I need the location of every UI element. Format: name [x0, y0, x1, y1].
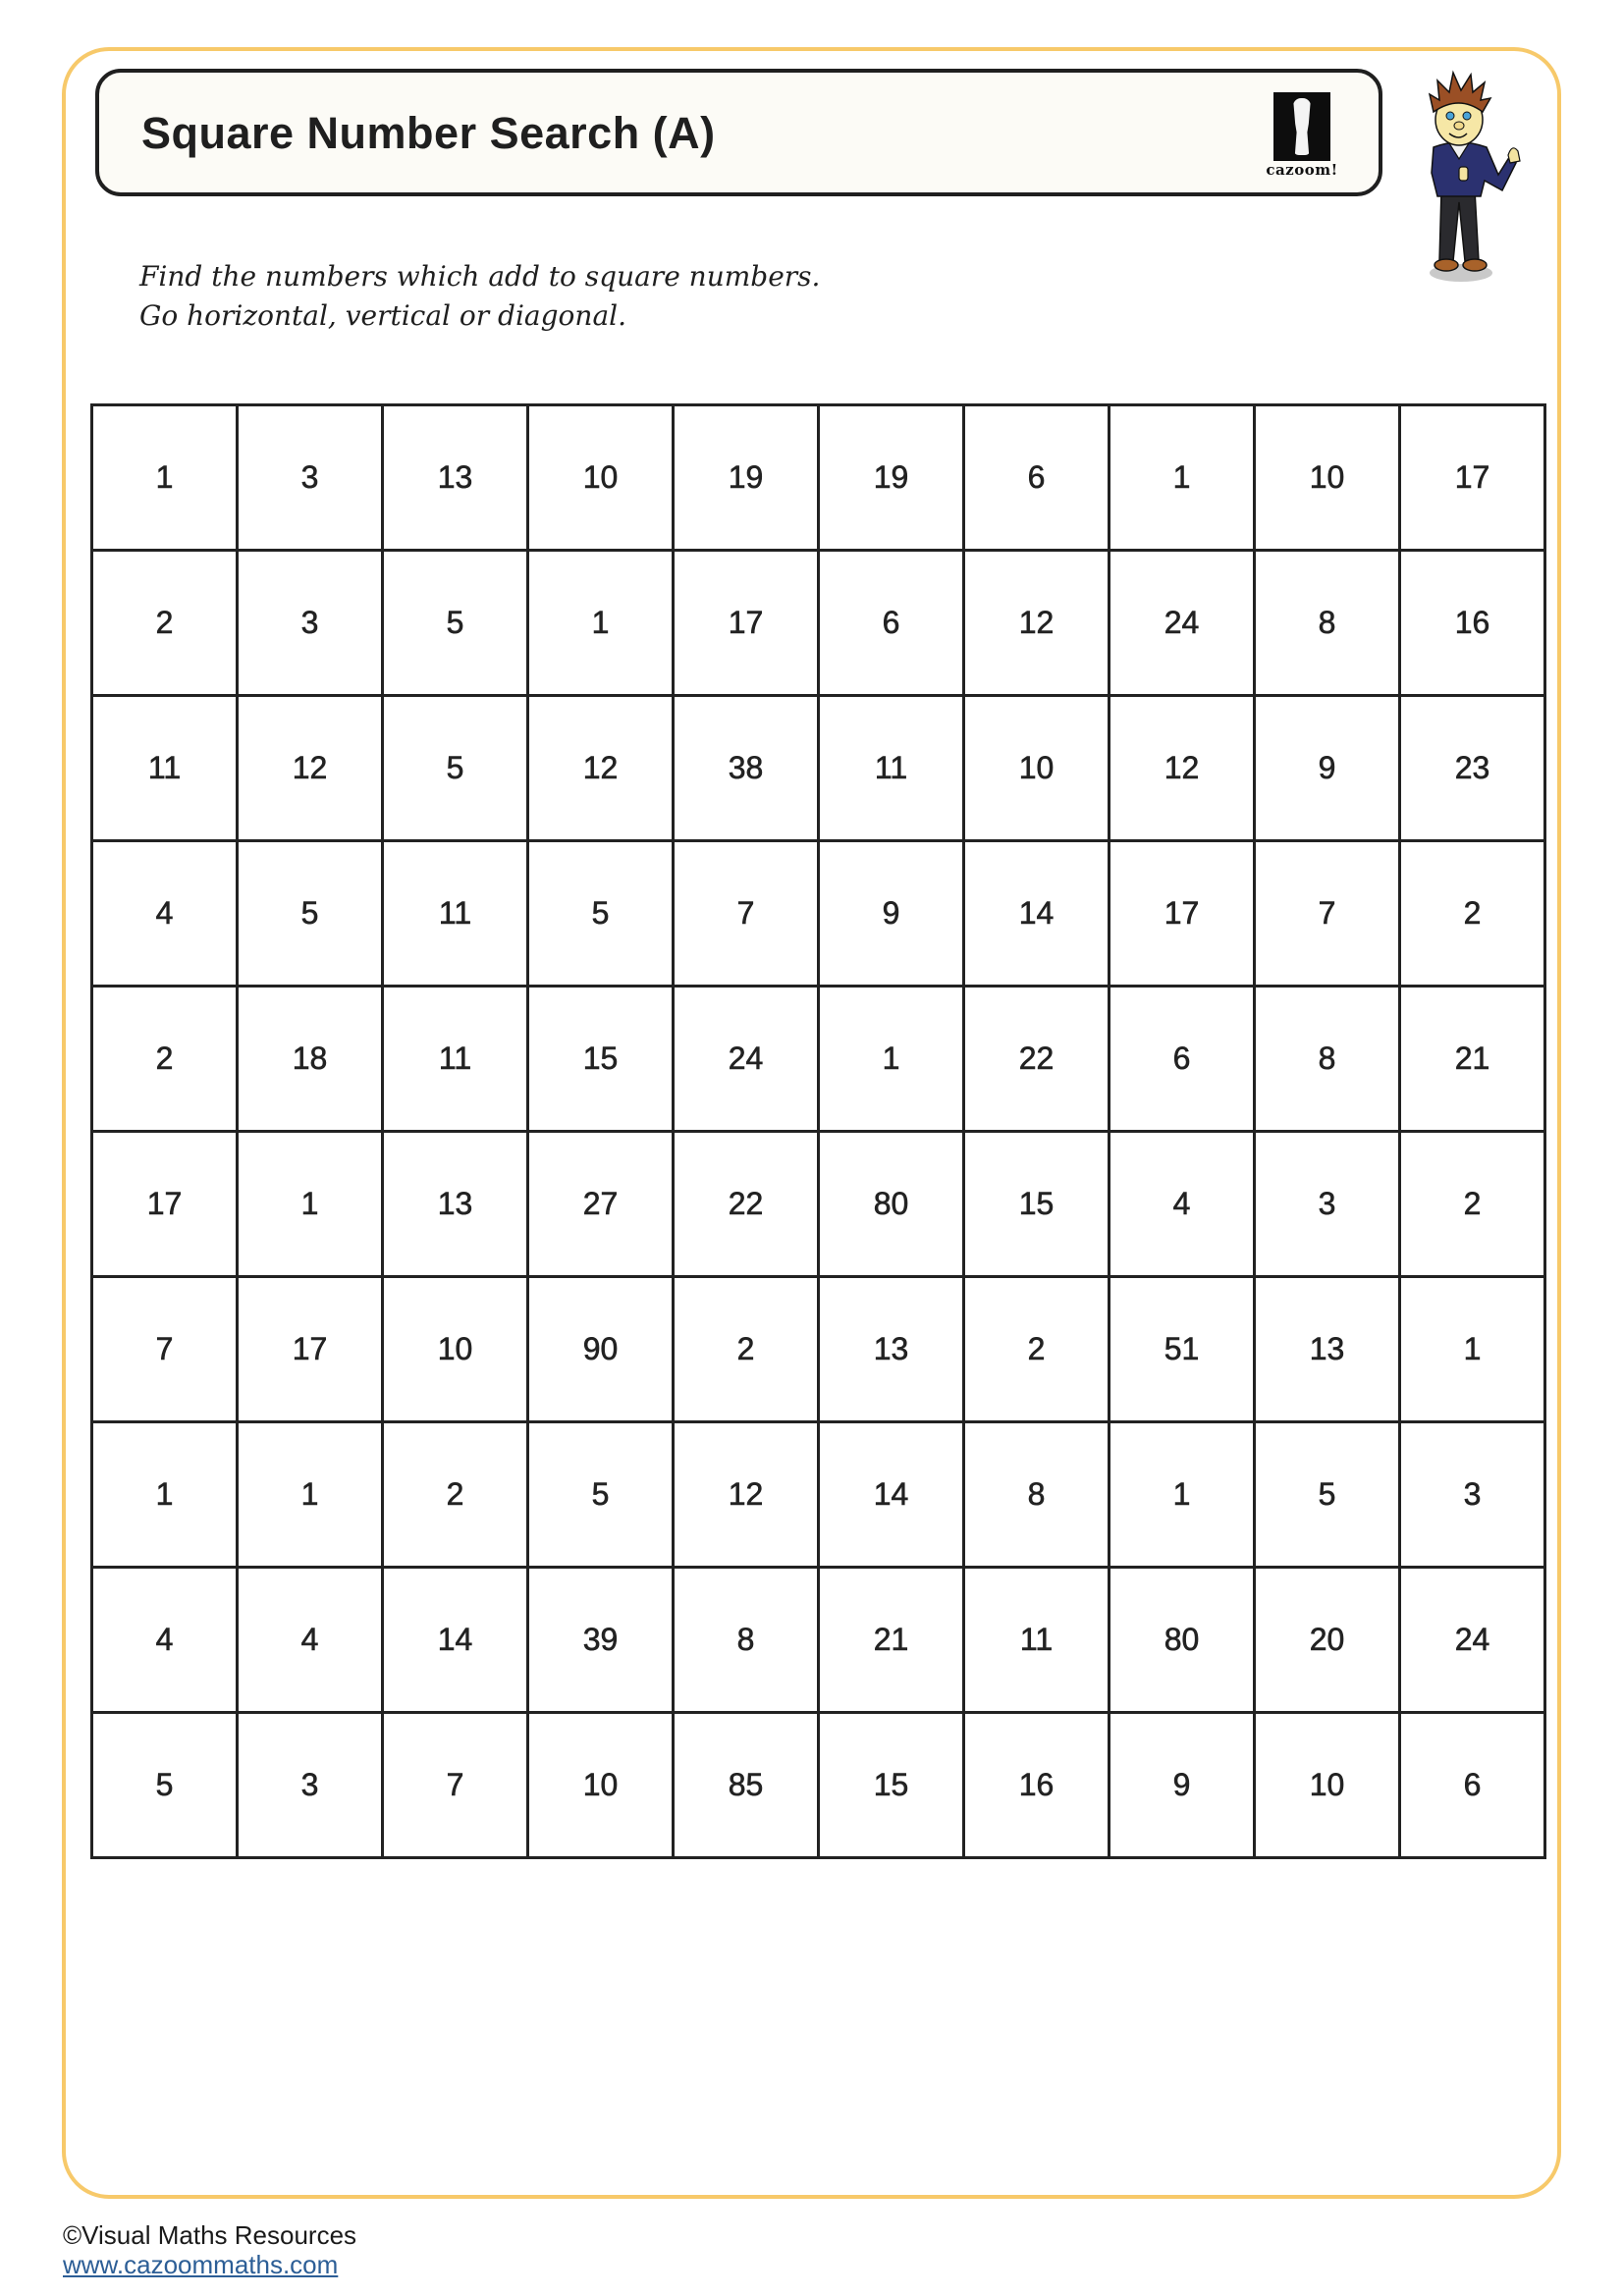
grid-cell[interactable]: 39: [528, 1568, 674, 1713]
grid-row: [92, 551, 1545, 696]
drum-icon: [1273, 92, 1330, 161]
grid-cell[interactable]: 4: [92, 841, 238, 987]
website-link[interactable]: www.cazoommaths.com: [63, 2250, 339, 2279]
grid-cell[interactable]: 5: [1255, 1422, 1400, 1568]
grid-cell[interactable]: 6: [964, 405, 1110, 551]
grid-cell[interactable]: 10: [1255, 405, 1400, 551]
grid-cell[interactable]: 12: [528, 696, 674, 841]
grid-cell[interactable]: 17: [674, 551, 819, 696]
grid-cell[interactable]: 11: [383, 987, 528, 1132]
grid-row: [92, 405, 1545, 551]
grid-cell[interactable]: 2: [92, 551, 238, 696]
grid-cell[interactable]: 1: [819, 987, 964, 1132]
grid-cell[interactable]: 13: [383, 1132, 528, 1277]
footer: [63, 2220, 356, 2279]
grid-cell[interactable]: 3: [238, 405, 383, 551]
grid-cell[interactable]: 2: [1400, 841, 1545, 987]
grid-cell[interactable]: 7: [674, 841, 819, 987]
instruction-line-1: Find the numbers which add to square numbers.: [139, 260, 821, 293]
grid-cell[interactable]: 11: [92, 696, 238, 841]
grid-cell[interactable]: 27: [528, 1132, 674, 1277]
grid-cell[interactable]: 24: [674, 987, 819, 1132]
grid-cell[interactable]: 13: [819, 1277, 964, 1422]
grid-cell[interactable]: 1: [92, 405, 238, 551]
grid-cell[interactable]: 15: [528, 987, 674, 1132]
grid-cell[interactable]: 11: [819, 696, 964, 841]
grid-row: [92, 1568, 1545, 1713]
grid-cell[interactable]: 3: [1400, 1422, 1545, 1568]
grid-cell[interactable]: 7: [92, 1277, 238, 1422]
grid-cell[interactable]: 19: [819, 405, 964, 551]
grid-row: [92, 1277, 1545, 1422]
grid-cell[interactable]: 9: [1255, 696, 1400, 841]
grid-cell[interactable]: 80: [819, 1132, 964, 1277]
grid-cell[interactable]: 5: [92, 1713, 238, 1858]
grid-cell[interactable]: 12: [964, 551, 1110, 696]
grid-cell[interactable]: 2: [1400, 1132, 1545, 1277]
grid-cell[interactable]: 3: [1255, 1132, 1400, 1277]
grid-cell[interactable]: 10: [1255, 1713, 1400, 1858]
instructions: [139, 257, 820, 336]
grid-cell[interactable]: 21: [1400, 987, 1545, 1132]
grid-row: [92, 1422, 1545, 1568]
grid-cell[interactable]: 17: [1400, 405, 1545, 551]
grid-cell[interactable]: 24: [1400, 1568, 1545, 1713]
grid-cell[interactable]: 15: [819, 1713, 964, 1858]
grid-cell[interactable]: 20: [1255, 1568, 1400, 1713]
grid-cell[interactable]: 9: [819, 841, 964, 987]
grid-cell[interactable]: 6: [1110, 987, 1255, 1132]
grid-cell[interactable]: 5: [383, 551, 528, 696]
grid-cell[interactable]: 12: [1110, 696, 1255, 841]
grid-cell[interactable]: 5: [383, 696, 528, 841]
grid-cell[interactable]: 4: [1110, 1132, 1255, 1277]
grid-cell[interactable]: 1: [1110, 1422, 1255, 1568]
grid-cell[interactable]: 16: [964, 1713, 1110, 1858]
grid-cell[interactable]: 22: [964, 987, 1110, 1132]
number-grid: [90, 403, 1546, 1859]
grid-cell[interactable]: 2: [383, 1422, 528, 1568]
grid-cell[interactable]: 11: [964, 1568, 1110, 1713]
grid-cell[interactable]: 12: [674, 1422, 819, 1568]
grid-cell[interactable]: 8: [1255, 551, 1400, 696]
title-box: [95, 69, 1382, 196]
grid-cell[interactable]: 13: [383, 405, 528, 551]
grid-cell[interactable]: 14: [819, 1422, 964, 1568]
grid-cell[interactable]: 14: [964, 841, 1110, 987]
grid-cell[interactable]: 10: [528, 405, 674, 551]
grid-row: [92, 1132, 1545, 1277]
grid-cell[interactable]: 38: [674, 696, 819, 841]
grid-cell[interactable]: 2: [674, 1277, 819, 1422]
grid-cell[interactable]: 15: [964, 1132, 1110, 1277]
grid-cell[interactable]: 8: [674, 1568, 819, 1713]
grid-cell[interactable]: 8: [1255, 987, 1400, 1132]
grid-cell[interactable]: 3: [238, 1713, 383, 1858]
grid-cell[interactable]: 10: [383, 1277, 528, 1422]
grid-cell[interactable]: 85: [674, 1713, 819, 1858]
grid-cell[interactable]: 80: [1110, 1568, 1255, 1713]
worksheet-title: Square Number Search (A): [141, 108, 716, 158]
grid-cell[interactable]: 17: [92, 1132, 238, 1277]
grid-cell[interactable]: 22: [674, 1132, 819, 1277]
grid-cell[interactable]: 17: [238, 1277, 383, 1422]
grid-cell[interactable]: 2: [92, 987, 238, 1132]
grid-cell[interactable]: 90: [528, 1277, 674, 1422]
grid-cell[interactable]: 9: [1110, 1713, 1255, 1858]
grid-row: [92, 987, 1545, 1132]
grid-cell[interactable]: 17: [1110, 841, 1255, 987]
grid-cell[interactable]: 7: [383, 1713, 528, 1858]
grid-cell[interactable]: 12: [238, 696, 383, 841]
mascot-illustration: [1404, 65, 1522, 285]
grid-cell[interactable]: 11: [383, 841, 528, 987]
grid-cell[interactable]: 8: [964, 1422, 1110, 1568]
grid-cell[interactable]: 4: [92, 1568, 238, 1713]
grid-cell[interactable]: 5: [528, 841, 674, 987]
grid-cell[interactable]: 1: [1110, 405, 1255, 551]
grid-cell[interactable]: 16: [1400, 551, 1545, 696]
grid-cell[interactable]: 7: [1255, 841, 1400, 987]
grid-cell[interactable]: 1: [238, 1132, 383, 1277]
grid-cell[interactable]: 2: [964, 1277, 1110, 1422]
grid-cell[interactable]: 13: [1255, 1277, 1400, 1422]
grid-row: [92, 841, 1545, 987]
grid-row: [92, 696, 1545, 841]
grid-cell[interactable]: 5: [238, 841, 383, 987]
grid-cell[interactable]: 1: [1400, 1277, 1545, 1422]
grid-cell[interactable]: 51: [1110, 1277, 1255, 1422]
grid-cell[interactable]: 24: [1110, 551, 1255, 696]
grid-cell[interactable]: 10: [964, 696, 1110, 841]
grid-cell[interactable]: 21: [819, 1568, 964, 1713]
grid-row: [92, 1713, 1545, 1858]
copyright-text: ©Visual Maths Resources: [63, 2220, 357, 2250]
instruction-line-2: Go horizontal, vertical or diagonal.: [139, 299, 626, 332]
grid-cell[interactable]: 1: [92, 1422, 238, 1568]
grid-cell[interactable]: 19: [674, 405, 819, 551]
grid-cell[interactable]: 23: [1400, 696, 1545, 841]
cazoom-logo: [1263, 88, 1341, 187]
grid-cell[interactable]: 18: [238, 987, 383, 1132]
grid-cell[interactable]: 10: [528, 1713, 674, 1858]
number-grid-body: [92, 405, 1545, 1858]
grid-cell[interactable]: 3: [238, 551, 383, 696]
grid-cell[interactable]: 6: [819, 551, 964, 696]
grid-cell[interactable]: 4: [238, 1568, 383, 1713]
grid-cell[interactable]: 1: [528, 551, 674, 696]
grid-cell[interactable]: 1: [238, 1422, 383, 1568]
grid-cell[interactable]: 5: [528, 1422, 674, 1568]
grid-cell[interactable]: 6: [1400, 1713, 1545, 1858]
grid-cell[interactable]: 14: [383, 1568, 528, 1713]
logo-text: cazoom!: [1266, 161, 1338, 179]
